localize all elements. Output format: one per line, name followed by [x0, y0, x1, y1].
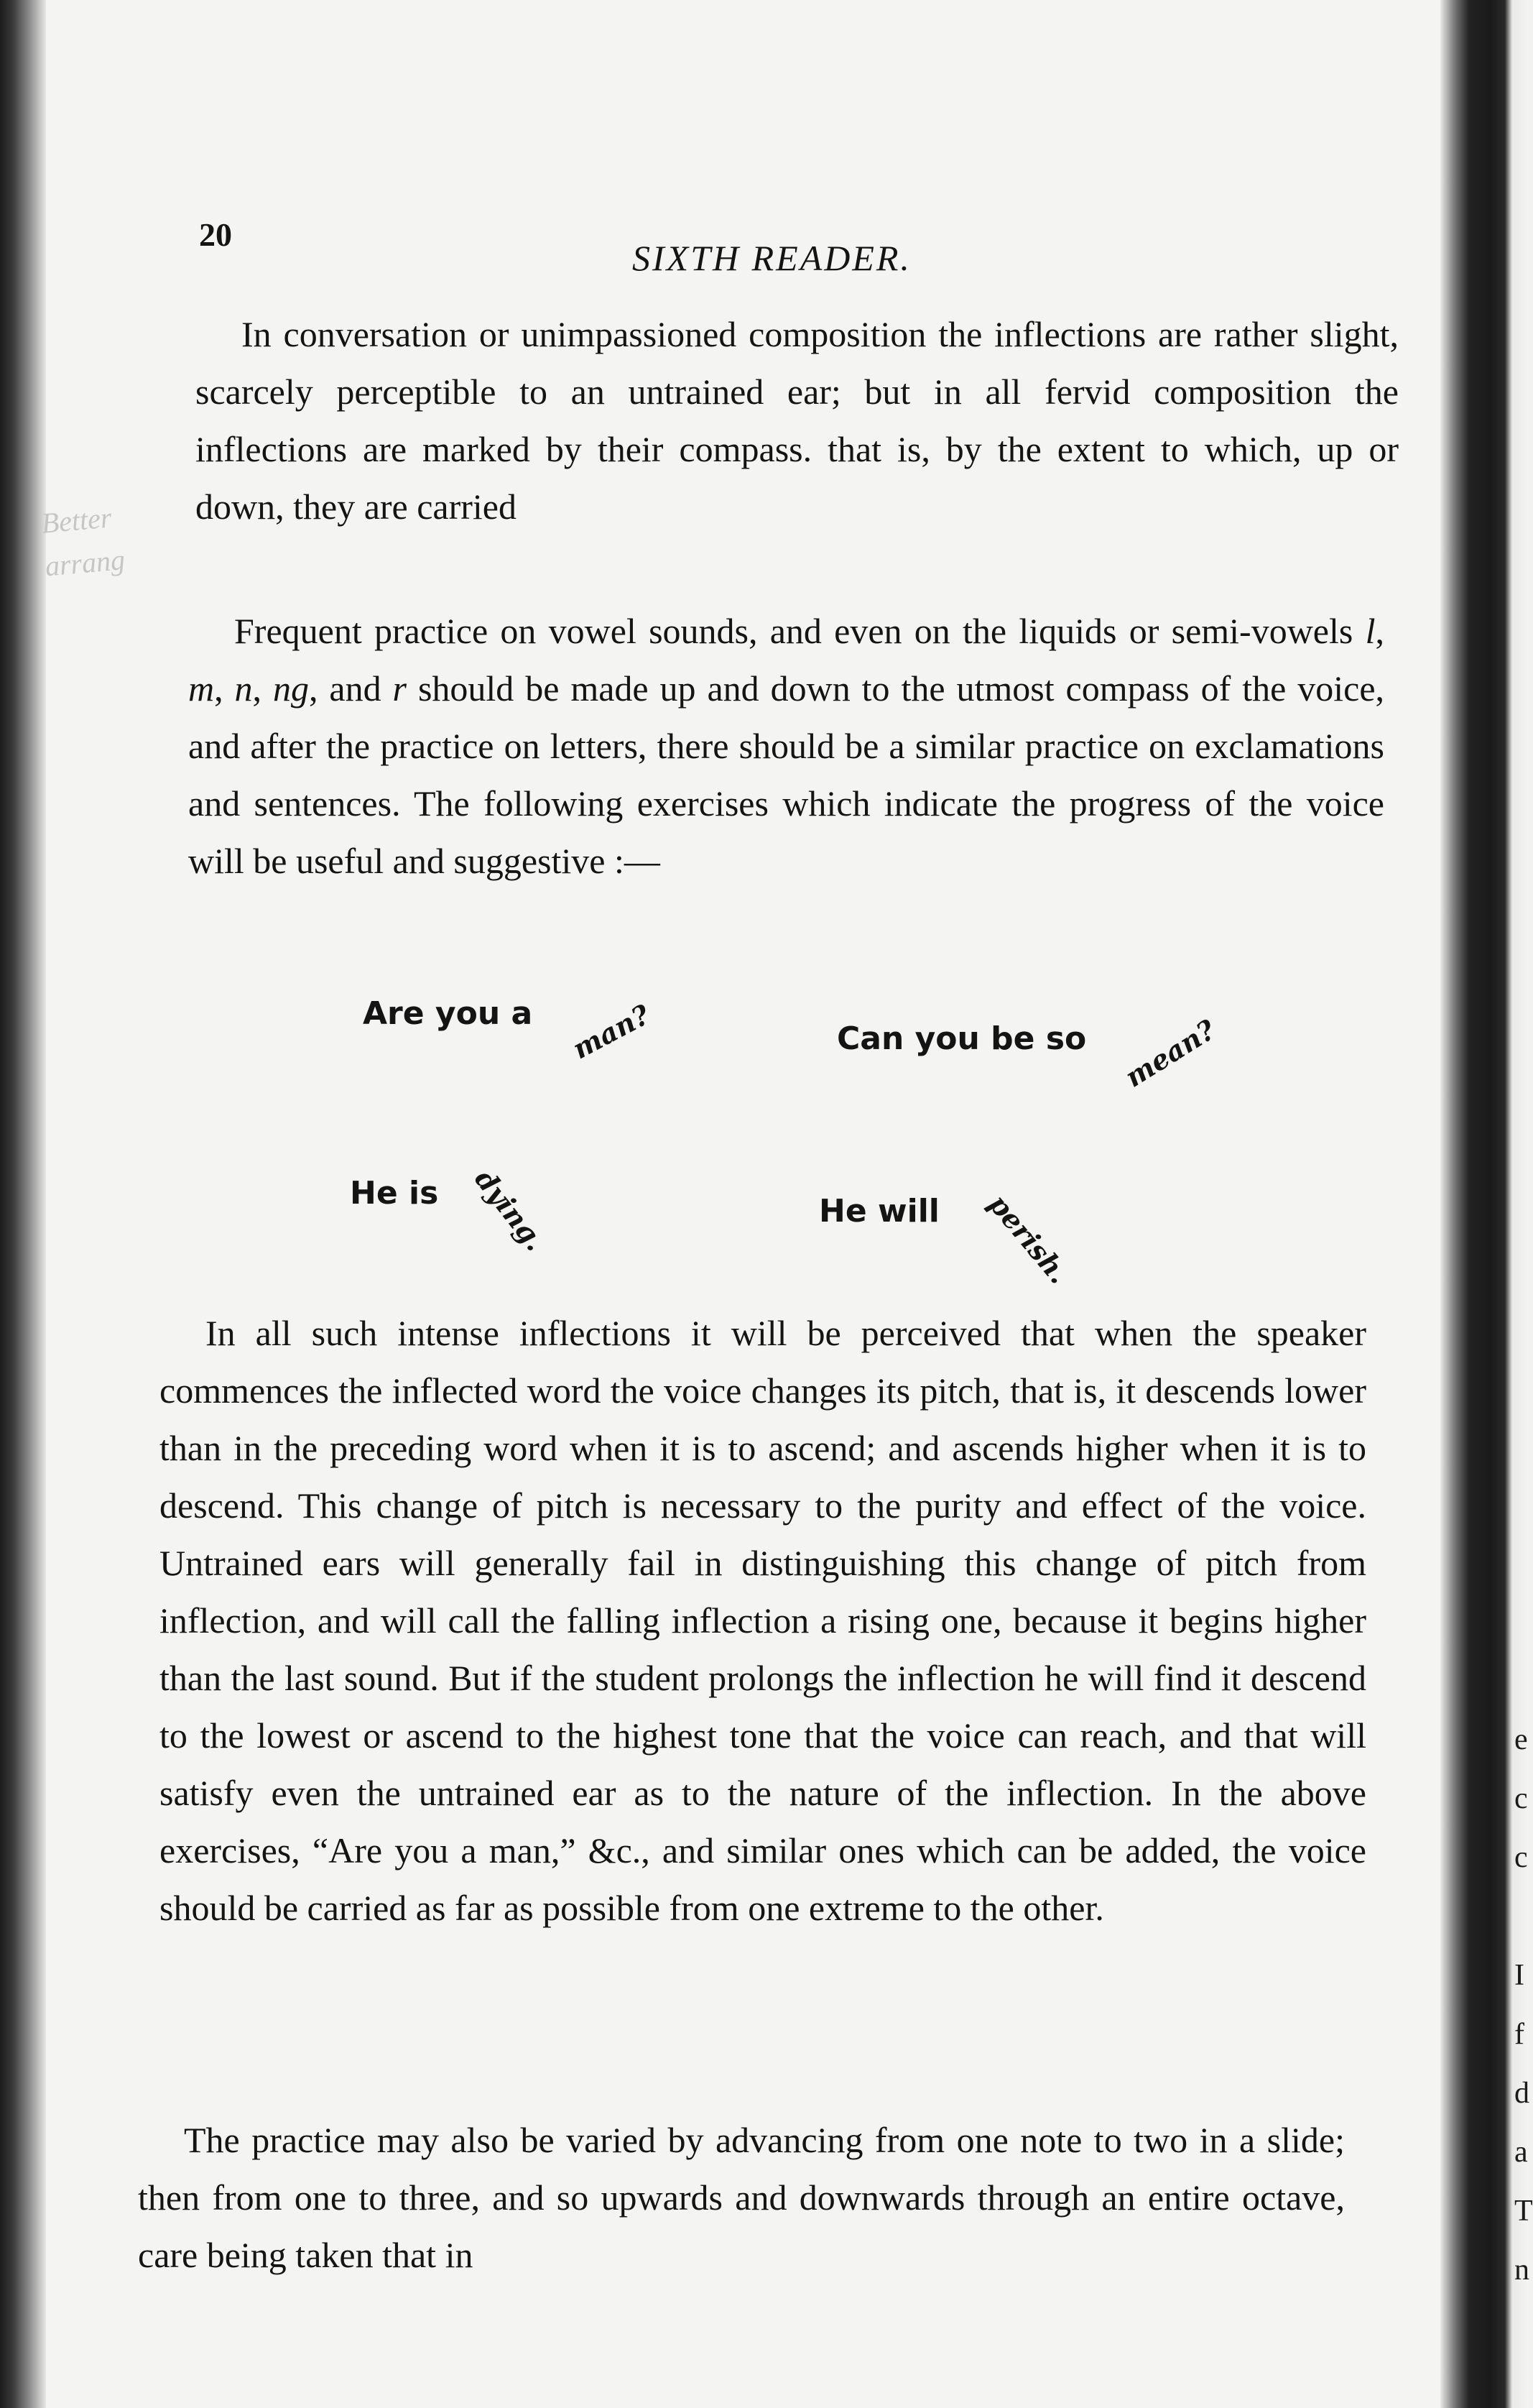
- adjacent-letter: a: [1514, 2136, 1528, 2169]
- inflected-word: man?: [567, 997, 655, 1066]
- exercise-lead: Are you a: [363, 995, 533, 1032]
- adjacent-letter: I: [1514, 1959, 1524, 1992]
- adjacent-letter: e: [1514, 1723, 1528, 1756]
- adjacent-letter: [1514, 1887, 1529, 1946]
- paragraph-4: [138, 2111, 1345, 2284]
- paragraph-text: The practice may also be varied by advancing from one note to two in a slide; then from one to three, and so upwards and downwards through an entire octave, care being taken that in: [138, 2120, 1345, 2275]
- letter-ng: ng: [272, 668, 309, 709]
- inflected-word: mean?: [1119, 1012, 1221, 1094]
- page-number: 20: [199, 216, 232, 253]
- adjacent-letter: f: [1514, 2018, 1524, 2051]
- text-run: ,: [252, 668, 273, 709]
- running-head: SIXTH READER.: [632, 238, 912, 278]
- inflected-word: perish.: [982, 1188, 1076, 1290]
- adjacent-letter: T: [1514, 2195, 1533, 2228]
- paragraph-3: [159, 1304, 1366, 1937]
- letter-m: m: [188, 668, 215, 709]
- exercise-lead: He is: [350, 1175, 439, 1212]
- inflected-word: dying.: [468, 1163, 552, 1258]
- letter-r: r: [392, 668, 407, 709]
- adjacent-letter: c: [1514, 1841, 1528, 1874]
- text-run: , and: [308, 668, 393, 709]
- letter-l: l: [1365, 611, 1376, 651]
- handwritten-margin-note: Better arrang: [40, 501, 126, 583]
- paragraph-2: [188, 602, 1384, 890]
- paragraph-text: In conversation or unimpassioned composition the inflections are rather slight, scarcely perceptible to an untrained ear; but in all fervid composition the inflections are marked by their compass. that is, by the extent to which, up or down, they are carried: [195, 314, 1399, 527]
- text-run: ,: [214, 668, 235, 709]
- adjacent-page-fragment: [1514, 1710, 1533, 2299]
- exercise-lead: Can you be so: [837, 1020, 1087, 1057]
- letter-n: n: [234, 668, 253, 709]
- book-binding-shadow: [0, 0, 46, 2408]
- adjacent-letter: d: [1514, 2077, 1529, 2110]
- adjacent-letter: c: [1514, 1782, 1528, 1815]
- text-run: Frequent practice on vowel sounds, and even on the liquids or semi-vowels: [234, 611, 1366, 651]
- text-run: ,: [1375, 611, 1384, 651]
- exercise-lead: He will: [819, 1193, 940, 1230]
- text-run: should be made up and down to the utmost compass of the voice, and after the practice on letters, there should be a similar practice on exclamations and sentences. The following exercises which indicate the progress of the voice will be useful and suggestive :—: [188, 668, 1385, 881]
- adjacent-letter: n: [1514, 2254, 1529, 2287]
- paragraph-text: In all such intense inflections it will be perceived that when the speaker commences the inflected word the voice changes its pitch, that is, it descends lower than in the preceding word when it is to ascend; and ascends higher when it is to descend. This change of pitch is necessary to the purity and effect of the voice. Untrained ears will generally fail in distinguishing this change of pitch from inflection, and will call the falling inflection a rising one, because it begins higher than the last sound. But if the student prolongs the inflection he will find it descend to the lowest or ascend to the highest tone that the voice can reach, and that will satisfy even the untrained ear as to the nature of the inflection. In the above exercises, “Are you a man,” &c., and similar ones which can be added, the voice should be carried as far as possible from one extreme to the other.: [159, 1313, 1366, 1928]
- paragraph-1: [195, 305, 1399, 535]
- paragraph-text: [188, 602, 1384, 890]
